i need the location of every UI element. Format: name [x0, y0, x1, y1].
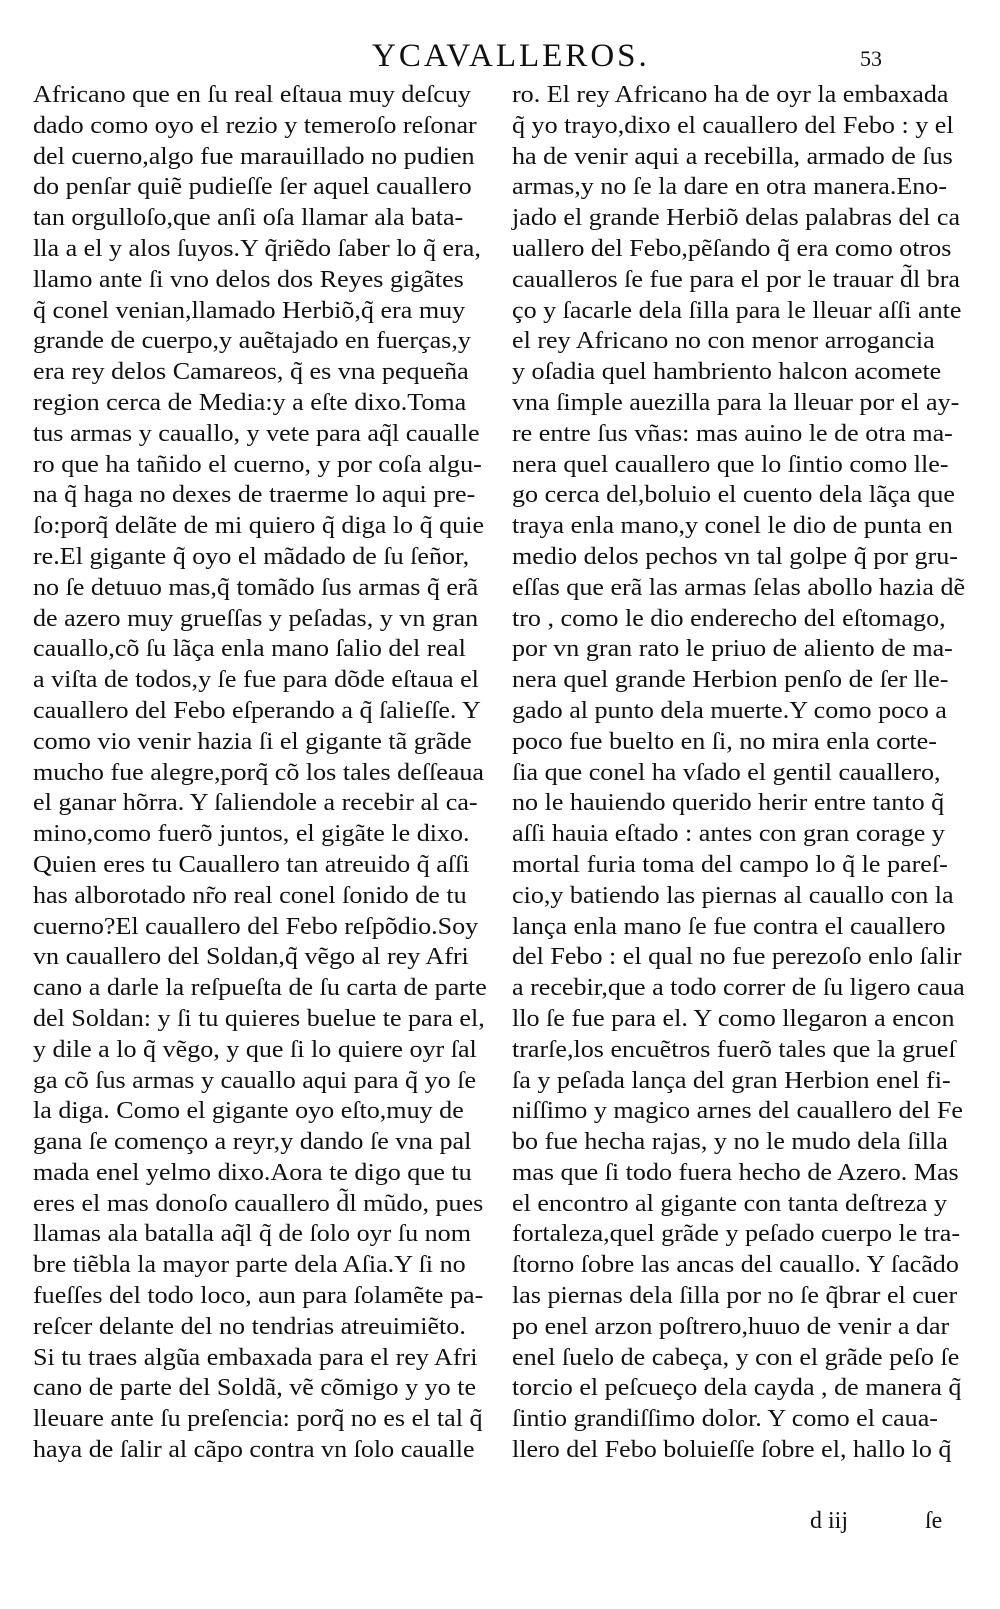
- text-line: mino,como fuerõ juntos, el gigãte le dixo.: [33, 820, 470, 848]
- text-line: nera quel grande Herbion penſo de ſer lle-: [512, 666, 949, 694]
- text-line: bre tiẽbla la mayor parte dela Aſia.Y ſi no: [33, 1251, 466, 1279]
- text-line: vna ſimple auezilla para la lleuar por el ay-: [512, 388, 960, 416]
- text-line: ço y ſacarle dela ſilla para le lleuar aſſi ante: [512, 296, 962, 324]
- text-line: region cerca de Media:y a eſte dixo.Toma: [33, 388, 467, 416]
- text-line: re entre ſus vñas: mas auino le de otra ma-: [512, 419, 953, 447]
- text-line: ha de venir aqui a recebilla, armado de ſus: [512, 142, 953, 170]
- text-line: tan orgulloſo,que anſi oſa llamar ala bata-: [33, 204, 464, 232]
- text-line: has alborotado nr̃o real conel ſonido de tu: [33, 881, 467, 909]
- text-line: grande de cuerpo,y auẽtajado en fuerças,y: [33, 327, 471, 355]
- text-line: poco fue buelto en ſi, no mira enla corte-: [512, 727, 937, 755]
- text-line: ſa y peſada lança del gran Herbion enel fi-: [512, 1066, 951, 1094]
- text-line: ſintio grandiſſimo dolor. Y como el caua-: [512, 1405, 938, 1433]
- text-line: llero del Febo boluieſſe ſobre el, hallo lo q̃: [512, 1436, 952, 1464]
- text-line: a viſta de todos,y ſe fue para dõde eſtaua el: [33, 666, 479, 694]
- text-line: las piernas dela ſilla por no ſe q̃brar el cuer: [512, 1282, 958, 1310]
- text-line: era rey delos Camareos, q̃ es vna pequeña: [33, 358, 469, 386]
- text-line: de azero muy grueſſas y peſadas, y vn gran: [33, 604, 479, 632]
- text-line: llamas ala batalla aq̃l q̃ de ſolo oyr ſu nom: [33, 1220, 471, 1248]
- text-line: cuerno?El cauallero del Febo reſpõdio.Soy: [33, 912, 479, 940]
- text-line: go cerca del,boluio el cuento dela lãça que: [512, 481, 955, 509]
- text-line: haya de ſalir al cãpo contra vn ſolo caualle: [33, 1436, 475, 1464]
- text-line: cano de parte del Soldã, vẽ cõmigo y yo te: [33, 1374, 477, 1402]
- text-line: na q̃ haga no dexes de traerme lo aqui pre-: [33, 481, 476, 509]
- text-line: a recebir,que a todo correr de ſu ligero caua: [512, 974, 965, 1002]
- text-line: llo ſe fue para el. Y como llegaron a encon: [512, 1004, 955, 1032]
- text-line: re.El gigante q̃ oyo el mãdado de ſu ſeñor,: [33, 542, 470, 570]
- text-line: armas,y no ſe la dare en otra manera.Eno-: [512, 173, 948, 201]
- text-line: cauallo,cõ ſu lãça enla mano ſalio del real: [33, 635, 466, 663]
- text-line: lança enla mano ſe fue contra el cauallero: [512, 912, 946, 940]
- text-line: tus armas y cauallo, y vete para aq̃l caualle: [33, 419, 480, 447]
- text-line: mucho fue alegre,porq̃ cõ los tales deſſeaua: [33, 758, 484, 786]
- text-line: lleuare ante ſu preſencia: porq̃ no es el tal q̃: [33, 1405, 483, 1433]
- text-line: traya enla mano,y conel le dio de punta en: [512, 512, 953, 540]
- text-line: cauallero del Febo eſperando a q̃ ſalieſſe. Y: [33, 696, 481, 724]
- text-line: eres el mas donoſo cauallero d̃l mũdo, pues: [33, 1189, 484, 1217]
- text-line: dado como oyo el rezio y temeroſo reſonar: [33, 111, 477, 139]
- text-line: del cuerno,algo fue marauillado no pudien: [33, 142, 475, 170]
- text-line: ro. El rey Africano ha de oyr la embaxada: [512, 81, 949, 108]
- text-line: uallero del Febo,pẽſando q̃ era como otros: [512, 234, 952, 262]
- text-line: mortal furia toma del campo lo q̃ le pareſ-: [512, 850, 948, 878]
- text-line: como vio venir hazia ſi el gigante tã grãde: [33, 727, 472, 755]
- text-line: del Soldan: y ſi tu quieres buelue te para el,: [33, 1004, 485, 1032]
- text-line: Si tu traes algũa embaxada para el rey Afri: [33, 1343, 478, 1371]
- text-line: lla a el y alos ſuyos.Y q̃riẽdo ſaber lo q̃ era,: [33, 234, 481, 262]
- text-line: ro que ha tañido el cuerno, y por coſa algu-: [33, 450, 482, 478]
- text-line: q̃ yo trayo,dixo el cauallero del Febo : y el: [512, 111, 954, 139]
- text-line: ſia que conel ha vſado el gentil cauallero,: [512, 758, 941, 786]
- text-line: y dile a lo q̃ vẽgo, y que ſi lo quiere oyr ſal: [33, 1035, 477, 1063]
- text-line: la diga. Como el gigante oyo eſto,muy de: [33, 1097, 464, 1125]
- text-line: q̃ conel venian,llamado Herbiõ,q̃ era muy: [33, 296, 466, 324]
- text-line: fortaleza,quel grãde y peſado cuerpo le tra-: [512, 1220, 961, 1248]
- text-line: gado al punto dela muerte.Y como poco a: [512, 696, 947, 724]
- text-line: cano a darle la reſpueſta de ſu carta de parte: [33, 974, 487, 1002]
- right-text-column: [512, 80, 967, 1466]
- text-line: niſſimo y magico arnes del cauallero del Fe: [512, 1097, 963, 1125]
- text-line: mas que ſi todo fuera hecho de Azero. Mas: [512, 1158, 959, 1186]
- text-line: no le hauiendo querido herir entre tanto q̃: [512, 789, 945, 817]
- text-line: cio,y batiendo las piernas al cauallo con la: [512, 881, 954, 909]
- text-line: y oſadia quel hambriento halcon acomete: [512, 358, 942, 386]
- text-line: fueſſes del todo loco, aun para ſolamẽte pa-: [33, 1282, 484, 1310]
- text-line: llamo ante ſi vno delos dos Reyes gigãtes: [33, 265, 464, 293]
- text-line: torcio el peſcueço dela cayda , de manera q̃: [512, 1374, 962, 1402]
- text-line: caualleros ſe fue para el por le trauar d̃l bra: [512, 265, 961, 293]
- text-line: del Febo : el qual no fue perezoſo enlo ſalir: [512, 943, 962, 971]
- text-line: ſo:porq̃ delãte de mi quiero q̃ diga lo q̃ quie: [33, 512, 485, 540]
- left-text-column: [33, 80, 488, 1466]
- text-line: enel ſuelo de cabeça, y con el grãde peſo ſe: [512, 1343, 960, 1371]
- text-line: el encontro al gigante con tanta deſtreza y: [512, 1189, 948, 1217]
- text-line: eſſas que erã las armas ſelas abollo hazia dẽ: [512, 573, 966, 601]
- text-line: vn cauallero del Soldan,q̃ vẽgo al rey Afri: [33, 943, 469, 971]
- text-line: do penſar quiẽ pudieſſe ſer aquel cauallero: [33, 173, 472, 201]
- text-line: no ſe detuuo mas,q̃ tomãdo ſus armas q̃ erã: [33, 573, 479, 601]
- text-line: tro , como le dio enderecho del eſtomago,: [512, 604, 946, 632]
- text-line: trarſe,los encuẽtros fuerõ tales que la grueſ: [512, 1035, 956, 1063]
- text-line: jado el grande Herbiõ delas palabras del ca: [512, 204, 961, 232]
- text-line: Africano que en ſu real eſtaua muy deſcuy: [33, 81, 471, 108]
- catchword: ſe: [925, 1508, 943, 1534]
- text-line: ſtorno ſobre las ancas del cauallo. Y ſacãdo: [512, 1251, 959, 1279]
- text-line: por vn gran rato le priuo de aliento de ma-: [512, 635, 953, 663]
- text-line: gana ſe començo a reyr,y dando ſe vna pal: [33, 1128, 472, 1156]
- text-line: po enel arzon poſtrero,huuo de venir a dar: [512, 1312, 950, 1340]
- text-line: bo fue hecha rajas, y no le mudo dela ſilla: [512, 1128, 948, 1156]
- text-line: Quien eres tu Cauallero tan atreuido q̃ aſſi: [33, 850, 470, 878]
- text-line: nera quel cauallero que lo ſintio como lle-: [512, 450, 949, 478]
- printer-signature: d iij: [810, 1508, 849, 1534]
- text-line: medio delos pechos vn tal golpe q̃ por gru-: [512, 542, 958, 570]
- text-line: el ganar hõrra. Y ſaliendole a recebir al ca-: [33, 789, 478, 817]
- text-line: reſcer delante del no tendrias atreuimiẽto.: [33, 1312, 466, 1340]
- text-line: aſſi hauia eſtado : antes con gran corage y: [512, 820, 945, 848]
- page-number: 53: [860, 46, 882, 71]
- text-line: el rey Africano no con menor arrogancia: [512, 327, 935, 355]
- text-line: mada enel yelmo dixo.Aora te digo que tu: [33, 1158, 472, 1186]
- text-line: ga cõ ſus armas y cauallo aqui para q̃ yo ſe: [33, 1066, 477, 1094]
- running-head: YCAVALLEROS.: [372, 38, 650, 74]
